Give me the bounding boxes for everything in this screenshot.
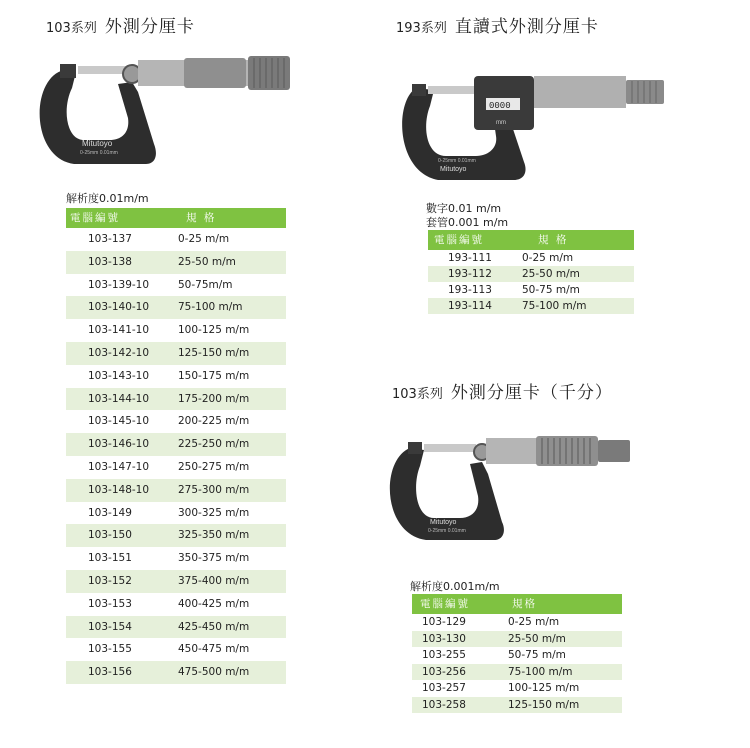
table-row (66, 616, 286, 639)
table-row (412, 647, 622, 664)
measuring-range: 225-250 m/m (178, 438, 250, 451)
table-row (428, 250, 634, 266)
section-193-title (396, 12, 599, 37)
table-row (66, 524, 286, 547)
measuring-range: 50-75 m/m (522, 284, 580, 296)
table-row (66, 547, 286, 570)
col-header-spec: 規 格 (538, 234, 569, 246)
measuring-range: 0-25 m/m (178, 233, 230, 245)
digit-resolution-label: 數字0.01 m/m (426, 202, 502, 215)
series-label: 103系列 (392, 387, 443, 402)
model-code: 193-112 (448, 268, 492, 280)
model-code: 193-113 (448, 284, 492, 296)
brand-mark: Mitutoyo (440, 166, 467, 173)
measuring-range: 275-300 m/m (178, 483, 250, 496)
measuring-range: 200-225 m/m (178, 415, 250, 428)
model-code: 193-111 (448, 252, 492, 264)
table-row (412, 697, 622, 714)
model-code: 193-114 (448, 300, 492, 312)
table-row (66, 319, 286, 342)
table-row (412, 631, 622, 648)
measuring-range: 325-350 m/m (178, 529, 250, 542)
table-row (428, 298, 634, 314)
measuring-range: 75-100 m/m (508, 665, 573, 678)
table-row (66, 388, 286, 411)
measuring-range: 75-100 m/m (178, 301, 243, 314)
measuring-range: 475-500 m/m (178, 666, 250, 679)
measuring-range: 150-175 m/m (178, 369, 250, 382)
model-code: 103-143-10 (88, 369, 150, 382)
counter-digits: 0000 (489, 101, 511, 111)
measuring-range: 75-100 m/m (522, 300, 587, 312)
measuring-range: 0-25 m/m (508, 616, 560, 628)
measuring-range: 125-150 m/m (178, 346, 250, 359)
frame-engraving: 0-25mm 0.01mm (80, 150, 118, 156)
measuring-range: 100-125 m/m (508, 682, 580, 694)
model-code: 103-139-10 (88, 278, 150, 291)
table-row (66, 274, 286, 297)
model-code: 103-257 (422, 682, 466, 694)
table-row (66, 251, 286, 274)
measuring-range: 100-125 m/m (178, 324, 250, 337)
measuring-range: 125-150 m/m (508, 698, 580, 711)
table-row (412, 664, 622, 681)
table-row (66, 433, 286, 456)
section-103k-title (392, 378, 613, 403)
col-header-code: 電腦編號 (434, 234, 484, 246)
section-103-title (46, 12, 195, 37)
col-header-code: 電腦編號 (420, 598, 470, 610)
model-code: 103-150 (88, 529, 132, 542)
model-code: 103-145-10 (88, 415, 150, 428)
model-code: 103-144-10 (88, 392, 150, 405)
table-row (412, 614, 622, 631)
model-code: 103-142-10 (88, 346, 150, 359)
frame-engraving: 0-25mm 0.01mm (428, 528, 466, 534)
spec-table-193 (428, 230, 634, 314)
measuring-range: 25-50 m/m (522, 268, 580, 280)
measuring-range: 50-75 m/m (508, 649, 566, 661)
model-code: 103-149 (88, 506, 132, 519)
measuring-range: 450-475 m/m (178, 643, 250, 656)
series-label: 103系列 (46, 21, 97, 36)
spec-table-103 (66, 208, 286, 684)
table-row (428, 266, 634, 282)
model-code: 103-137 (88, 233, 132, 245)
model-code: 103-154 (88, 620, 132, 633)
measuring-range: 0-25 m/m (522, 252, 574, 264)
table-row (66, 502, 286, 525)
table-header (412, 594, 622, 614)
model-code: 103-130 (422, 632, 466, 645)
col-header-spec: 規 格 (186, 212, 217, 224)
table-row (66, 342, 286, 365)
measuring-range: 350-375 m/m (178, 552, 250, 565)
brand-mark: Mitutoyo (82, 139, 113, 148)
model-code: 103-151 (88, 552, 132, 565)
model-code: 103-155 (88, 643, 132, 656)
model-code: 103-138 (88, 255, 132, 268)
model-code: 103-258 (422, 698, 466, 711)
model-code: 103-255 (422, 649, 466, 661)
model-code: 103-141-10 (88, 324, 150, 337)
measuring-range: 50-75m/m (178, 278, 233, 291)
model-code: 103-140-10 (88, 301, 150, 314)
model-code: 103-146-10 (88, 438, 150, 451)
table-row (66, 661, 286, 684)
product-name: 直讀式外測分厘卡 (454, 17, 599, 37)
product-name: 外測分厘卡（千分） (450, 383, 613, 403)
table-row (412, 680, 622, 697)
model-code: 103-152 (88, 574, 132, 587)
measuring-range: 400-425 m/m (178, 597, 250, 610)
table-row (66, 593, 286, 616)
resolution-label: 解析度0.001m/m (410, 580, 500, 593)
table-row (66, 638, 286, 661)
table-row (66, 228, 286, 251)
table-row (66, 410, 286, 433)
measuring-range: 25-50 m/m (508, 632, 566, 645)
product-name: 外測分厘卡 (104, 17, 195, 37)
model-code: 103-153 (88, 597, 132, 610)
table-row (66, 479, 286, 502)
model-code: 103-147-10 (88, 460, 150, 473)
table-header (66, 208, 286, 228)
measuring-range: 250-275 m/m (178, 460, 250, 473)
frame-engraving: 0-25mm 0.01mm (438, 158, 476, 164)
micrometer-image-103 (34, 48, 304, 178)
spec-table-103k (412, 594, 622, 713)
col-header-code: 電腦編號 (70, 212, 120, 224)
counter-unit: mm (496, 120, 506, 126)
resolution-label: 解析度0.01m/m (66, 192, 149, 205)
table-row (428, 282, 634, 298)
micrometer-image-193 (400, 72, 670, 192)
model-code: 103-256 (422, 665, 466, 678)
measuring-range: 425-450 m/m (178, 620, 250, 633)
measuring-range: 375-400 m/m (178, 574, 250, 587)
table-row (66, 296, 286, 319)
sleeve-resolution-label: 套管0.001 m/m (426, 216, 509, 229)
col-header-spec: 規格 (512, 598, 537, 610)
model-code: 103-148-10 (88, 483, 150, 496)
table-row (66, 365, 286, 388)
measuring-range: 300-325 m/m (178, 506, 250, 519)
measuring-range: 25-50 m/m (178, 255, 236, 268)
measuring-range: 175-200 m/m (178, 392, 250, 405)
model-code: 103-156 (88, 666, 132, 679)
table-header (428, 230, 634, 250)
model-code: 103-129 (422, 616, 466, 628)
series-label: 193系列 (396, 21, 447, 36)
table-row (66, 456, 286, 479)
brand-mark: Mitutoyo (430, 519, 457, 526)
micrometer-image-103k (386, 430, 646, 550)
table-row (66, 570, 286, 593)
